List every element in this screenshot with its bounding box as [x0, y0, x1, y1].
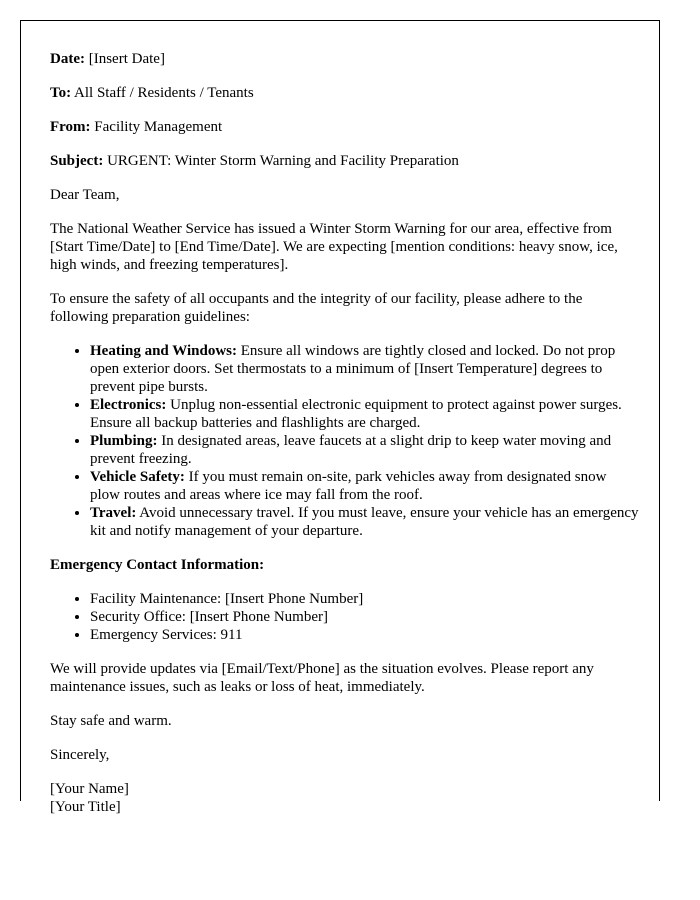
updates-paragraph: We will provide updates via [Email/Text/Phone] as the situation evolves. Please report any maintenance issues, such as leaks or loss of heat, immediately. — [50, 661, 594, 695]
closing-line: Stay safe and warm. — [50, 713, 172, 729]
guideline-item — [90, 396, 640, 432]
guidelines-list — [50, 342, 640, 540]
from-value: Facility Management — [90, 119, 223, 135]
from-label: From: — [50, 119, 91, 135]
guideline-text: In designated areas, leave faucets at a slight drip to keep water moving and prevent freezing. — [90, 433, 612, 467]
subject-line — [50, 152, 640, 170]
guideline-title: Electronics: — [90, 397, 167, 413]
from-line — [50, 118, 640, 136]
contact-item: • Emergency Services: 911 — [90, 626, 640, 644]
date-line — [50, 50, 640, 68]
greeting: Dear Team, — [50, 187, 120, 203]
guideline-text: If you must remain on-site, park vehicles away from designated snow plow routes and areas where ice may fall from the roof. — [90, 469, 607, 503]
guideline-item — [90, 504, 640, 540]
subject-value: URGENT: Winter Storm Warning and Facility Preparation — [103, 153, 459, 169]
contacts-list — [50, 590, 640, 644]
guideline-title: Plumbing: — [90, 433, 158, 449]
date-label: Date: — [50, 51, 85, 67]
subject-label: Subject: — [50, 153, 104, 169]
guideline-item — [90, 432, 640, 468]
guideline-text: Avoid unnecessary travel. If you must leave, ensure your vehicle has an emergency kit and notify management of your departure. — [90, 505, 639, 539]
date-value: [Insert Date] — [84, 51, 165, 67]
guidelines-intro: To ensure the safety of all occupants and the integrity of our facility, please adhere to the following preparation guidelines: — [50, 291, 583, 325]
contact-item: • Security Office: [Insert Phone Number] — [90, 608, 640, 626]
guideline-text: Ensure all windows are tightly closed and locked. Do not prop open exterior doors. Set thermostats to a minimum of [Insert Temperature] degrees to prevent pipe bursts. — [90, 343, 616, 395]
signoff: Sincerely, — [50, 747, 110, 763]
letter-content — [50, 50, 640, 816]
letter-page — [20, 20, 660, 815]
signature-title: [Your Title] — [50, 799, 121, 815]
signature-name: [Your Name] — [50, 781, 129, 797]
to-value: All Staff / Residents / Tenants — [71, 85, 254, 101]
guideline-item — [90, 468, 640, 504]
guideline-title: Vehicle Safety: — [90, 469, 185, 485]
contact-item: • Facility Maintenance: [Insert Phone Number] — [90, 590, 640, 608]
guideline-item — [90, 342, 640, 396]
guideline-text: Unplug non-essential electronic equipment to protect against power surges. Ensure all backup batteries and flashlights are charged. — [90, 397, 622, 431]
intro-paragraph: The National Weather Service has issued a Winter Storm Warning for our area, effective from [Start Time/Date] to [End Time/Date]. We are expecting [mention conditions: heavy snow, ice, high winds, and freezing temperatures]. — [50, 221, 618, 273]
contacts-heading: Emergency Contact Information: — [50, 557, 265, 573]
to-label: To: — [50, 85, 72, 101]
to-line — [50, 84, 640, 102]
guideline-title: Heating and Windows: — [90, 343, 237, 359]
guideline-title: Travel: — [90, 505, 137, 521]
